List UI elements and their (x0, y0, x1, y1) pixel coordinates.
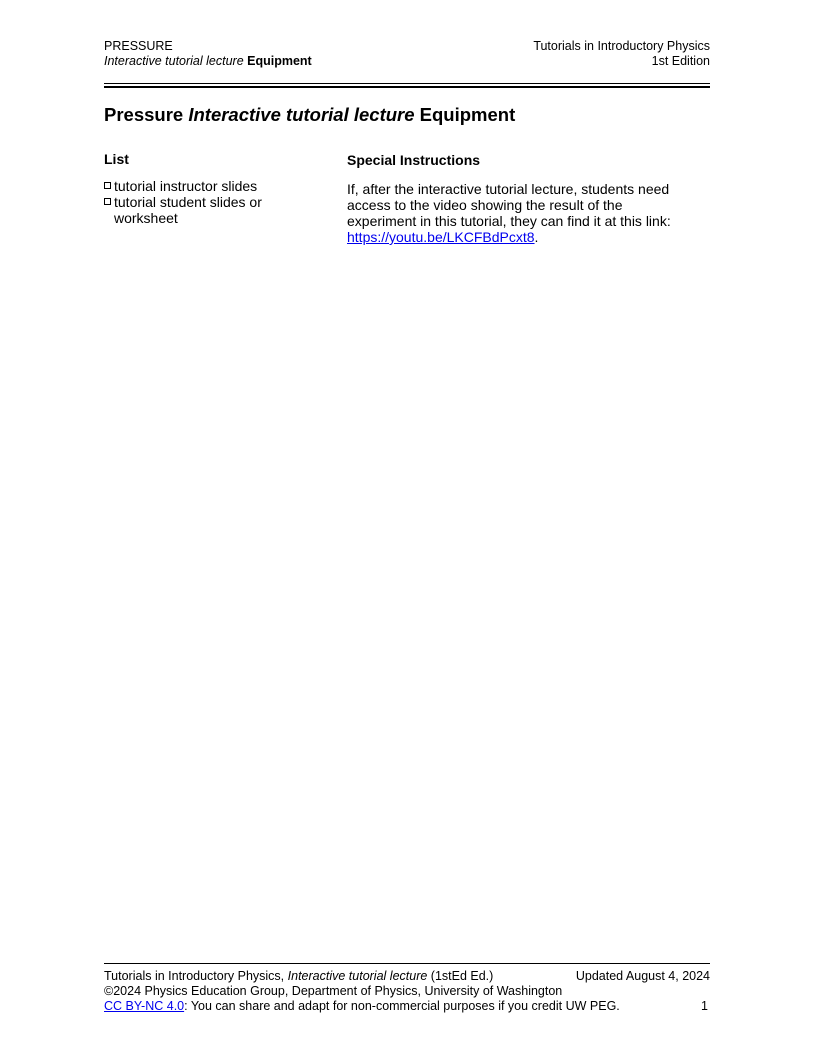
instructions-body: If, after the interactive tutorial lecture, students need access to the video showing the result of the experiment in this tutorial, they can find it at this link: (347, 181, 671, 229)
footer-updated: Updated August 4, 2024 (575, 969, 710, 983)
footer-copyright: ©2024 Physics Education Group, Department of Physics, University of Washington (104, 984, 563, 998)
title-italic: Interactive tutorial lecture (188, 104, 415, 125)
checkbox-icon (104, 182, 111, 189)
list-heading: List (104, 151, 129, 167)
page-title (104, 104, 515, 126)
equipment-list-section (104, 151, 304, 226)
instructions-heading: Special Instructions (347, 152, 481, 168)
instructions-period: . (534, 229, 539, 245)
header-left (104, 39, 312, 69)
footer-italic: Interactive tutorial lecture (287, 969, 428, 983)
header-subtitle-bold: Equipment (247, 54, 312, 68)
footer-edition: (1stEd Ed.) (430, 969, 494, 983)
footer-course: Tutorials in Introductory Physics, (104, 969, 285, 983)
footer-line-1 (104, 969, 710, 984)
header-divider (104, 83, 710, 88)
footer-line-3 (104, 999, 710, 1014)
header-subtitle (104, 54, 312, 69)
title-part2: Equipment (419, 104, 516, 125)
page-footer (104, 969, 710, 1014)
checkbox-icon (104, 198, 111, 205)
list-item-label: tutorial instructor slides (114, 178, 258, 194)
title-part1: Pressure (104, 104, 184, 125)
equipment-list (104, 178, 304, 226)
license-text: : You can share and adapt for non-commercial purposes if you credit UW PEG. (184, 999, 620, 1013)
license-link[interactable]: CC BY-NC 4.0 (104, 999, 185, 1013)
header-right (533, 39, 710, 69)
list-item (104, 194, 304, 226)
video-link[interactable]: https://youtu.be/LKCFBdPcxt8 (347, 229, 535, 245)
list-item (104, 178, 304, 194)
header-subtitle-italic: Interactive tutorial lecture (104, 54, 244, 68)
page-number: 1 (701, 999, 708, 1013)
header-course: Tutorials in Introductory Physics (533, 39, 710, 53)
list-item-label: tutorial student slides or worksheet (114, 194, 262, 226)
footer-divider (104, 963, 710, 964)
instructions-text (347, 181, 692, 245)
header-edition: 1st Edition (651, 54, 710, 68)
header-topic: PRESSURE (104, 39, 173, 53)
special-instructions-section (347, 152, 692, 245)
